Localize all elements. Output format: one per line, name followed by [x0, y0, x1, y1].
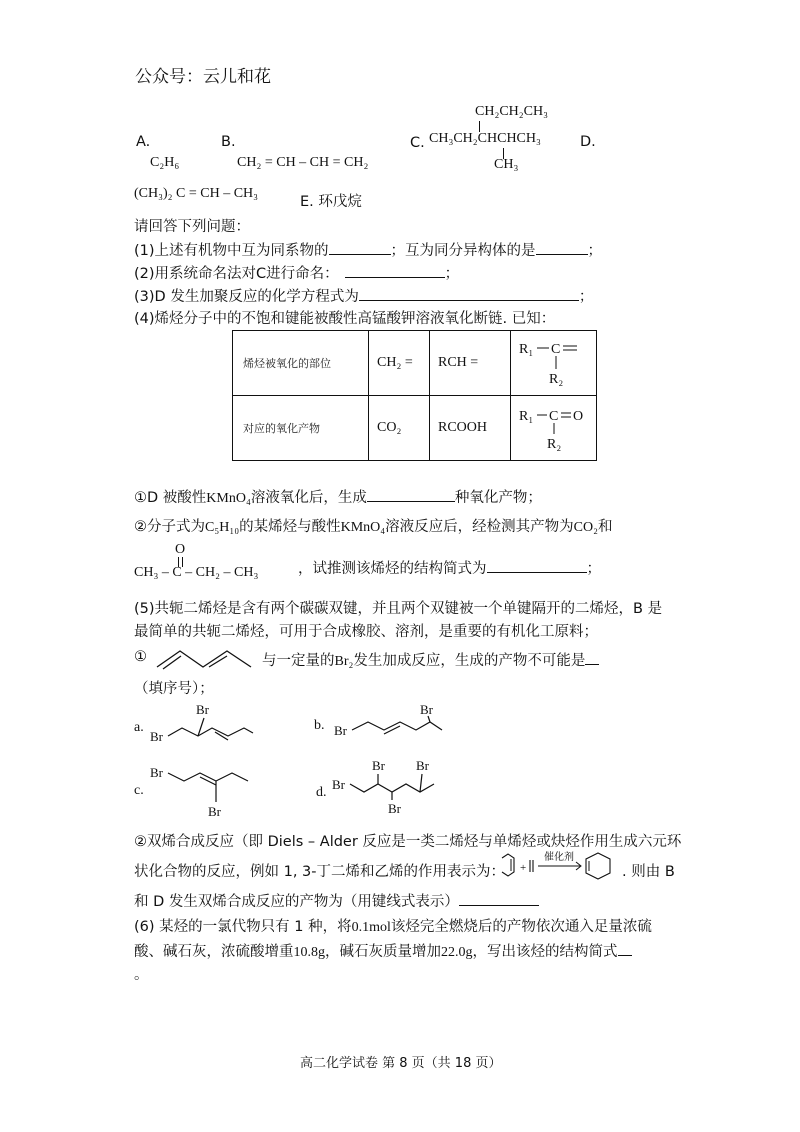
table-ketone-site — [511, 331, 597, 396]
question-5-2-then: . 则由 B — [622, 864, 675, 880]
question-6-line-1 — [134, 915, 652, 936]
q5-1-text-d: 发生加成反应，生成的产物不可能是 — [353, 653, 586, 669]
q6-text-c: 该烃完全燃烧后的产物依次通入足量浓硫 — [390, 919, 652, 935]
table-row2-label: 对应的氧化产物 — [233, 396, 369, 461]
r1-label: R₁ — [519, 342, 534, 357]
question-5-2-line-3 — [134, 890, 539, 911]
question-3 — [134, 285, 593, 306]
question-5-1 — [134, 649, 147, 665]
option-e-label: E. 环戊烷 — [300, 194, 362, 210]
option-c-top-chain: CH₂CH₂CH₃ — [475, 104, 548, 119]
question-1 — [134, 239, 602, 260]
choice-b-label: b. — [314, 718, 325, 733]
question-5-2-line-2: 状化合物的反应，例如 1, 3-丁二烯和乙烯的作用表示为： — [134, 864, 506, 880]
ketone-main-chain: CH₃ – C – CH₂ – CH₃ — [134, 565, 259, 580]
option-c-methyl: CH₃ — [494, 157, 519, 172]
plus-sign: + — [520, 862, 527, 874]
table-ch2: CH₂ = — [369, 331, 430, 396]
question-4: (4)烯烃分子中的不饱和键能被酸性高锰酸钾溶液氧化断链. 已知： — [134, 311, 556, 327]
table-row1-label: 烯烃被氧化的部位 — [233, 331, 369, 396]
q4-2-text-g: 和 — [598, 519, 613, 535]
choice-b-structure — [332, 700, 447, 745]
choice-c-label: c. — [134, 783, 144, 798]
question-4-2-continued — [298, 557, 601, 578]
br-label: Br — [420, 702, 433, 717]
choice-a-label: a. — [134, 720, 144, 735]
choice-a-structure — [148, 700, 258, 745]
question-6-end: 。 — [134, 967, 149, 983]
question-5-line-1: (5)共轭二烯烃是含有两个碳碳双键，并且两个双键被一个单键隔开的二烯烃，B 是 — [134, 601, 663, 617]
ketone-o-atom: O — [175, 542, 186, 557]
question-4-2 — [134, 515, 613, 536]
catalyst-label: 催化剂 — [544, 852, 574, 863]
q4-1-text-a: ①D 被酸性 — [134, 490, 207, 506]
diels-alder-diagram — [498, 850, 633, 882]
page-footer: 高二化学试卷 第 8 页（共 18 页） — [300, 1056, 502, 1071]
option-a-formula: C₂H₆ — [150, 155, 180, 170]
q3-text-a: (3)D 发生加聚反应的化学方程式为 — [134, 289, 359, 305]
c-label: C — [551, 342, 561, 357]
choice-d-structure — [330, 756, 450, 816]
br-label: Br — [208, 804, 221, 819]
question-6-line-2 — [134, 940, 632, 961]
q6-text-d: 酸、碱石灰，浓硫酸增重 — [134, 944, 294, 960]
br-label: Br — [150, 765, 163, 780]
br-label: Br — [372, 758, 385, 773]
table-rcooh: RCOOH — [430, 396, 511, 461]
q5-1-marker: ① — [134, 649, 147, 665]
q4-2-text-i: ； — [586, 561, 601, 577]
q2-text-a: (2)用系统命名法对C进行命名： — [134, 266, 339, 282]
watermark: 公众号：云儿和花 — [135, 67, 271, 87]
q5-1-text-b: 与一定量的 — [262, 653, 335, 669]
o-label: O — [573, 409, 584, 424]
kmno4: KMnO₄ — [206, 491, 251, 506]
q1-text-c: ； — [587, 243, 603, 259]
r1-label: R₁ — [519, 409, 534, 424]
intro-text: 请回答下列问题： — [134, 219, 250, 235]
br-label: Br — [388, 801, 401, 816]
q4-1-blank[interactable] — [367, 487, 455, 502]
co2: CO₂ — [573, 520, 598, 535]
kmno4: KMnO₄ — [340, 520, 386, 535]
br-label: Br — [150, 729, 163, 744]
q6-text-a: (6) 某烃的一氯代物只有 1 种，将 — [134, 919, 352, 935]
q4-1-text-c: 溶液氧化后，生成 — [250, 490, 367, 506]
br-label: Br — [416, 758, 429, 773]
q4-2-text-a: ②分子式为 — [134, 519, 205, 535]
q6-lime-gain: 22.0g — [441, 945, 473, 960]
q2-blank[interactable] — [345, 263, 445, 278]
option-b-label: B. — [221, 134, 236, 150]
question-4-1 — [134, 486, 542, 507]
q1-blank-2[interactable] — [536, 240, 588, 255]
q1-text-a: (1)上述有机物中互为同系物的 — [134, 243, 329, 259]
q4-1-text-d: 种氧化产物； — [454, 490, 542, 506]
q5-2-text-d: 和 D 发生双烯合成反应的产物为（用键线式表示） — [134, 894, 459, 910]
r2-label: R₂ — [547, 437, 562, 452]
c5h10: C₅H₁₀ — [205, 520, 240, 535]
table-rch: RCH = — [430, 331, 511, 396]
question-2 — [134, 262, 459, 283]
option-c-label: C. — [410, 135, 425, 151]
q2-text-b: ； — [444, 266, 460, 282]
q3-blank[interactable] — [359, 286, 579, 301]
q4-2-blank[interactable] — [487, 558, 587, 573]
question-5-2-line-1: ②双烯合成反应（即 Diels – Alder 反应是一类二烯烃与单烯烃或炔烃作用生成六元环 — [134, 834, 682, 850]
q6-text-f: ，碱石灰质量增加 — [325, 944, 441, 960]
option-a-label: A. — [136, 134, 151, 150]
q6-moles: 0.1mol — [351, 920, 391, 935]
option-b-formula: CH₂ = CH – CH = CH₂ — [237, 155, 369, 170]
option-c-main-chain: CH₃CH₂CHCHCH₃ — [429, 131, 541, 146]
q6-text-h: ，写出该烃的结构简式 — [472, 944, 618, 960]
br-label: Br — [334, 723, 347, 738]
question-5-1-text — [262, 649, 599, 670]
table-ketone-product — [511, 396, 597, 461]
table-co2: CO₂ — [369, 396, 430, 461]
q5-1-blank[interactable] — [585, 650, 599, 665]
br-label: Br — [196, 702, 209, 717]
q6-h2so4-gain: 10.8g — [293, 945, 325, 960]
triene-skeletal-structure — [155, 643, 260, 673]
option-d-label: D. — [580, 134, 596, 150]
ketone-structure — [511, 396, 596, 456]
br2: Br₂ — [334, 654, 354, 669]
option-d-formula: (CH₃)₂ C = CH – CH₃ — [134, 186, 259, 201]
alkene-site-structure — [511, 331, 596, 391]
question-5-line-2: 最简单的共轭二烯烃，可用于合成橡胶、溶剂，是重要的有机化工原料； — [134, 624, 598, 640]
q4-2-text-h: ，试推测该烯烃的结构简式为 — [298, 561, 487, 577]
oxidation-table — [232, 330, 597, 461]
r2-label: R₂ — [549, 372, 564, 387]
choice-d-label: d. — [316, 785, 327, 800]
question-5-1-fill: （填序号）； — [134, 681, 214, 697]
q4-2-text-e: 溶液反应后，经检测其产物为 — [385, 519, 574, 535]
q1-blank-1[interactable] — [329, 240, 391, 255]
choice-c-structure — [148, 760, 268, 820]
c-label: C — [549, 409, 559, 424]
q5-2-blank[interactable] — [459, 891, 539, 906]
br-label: Br — [332, 777, 345, 792]
q1-text-b: ；互为同分异构体的是 — [390, 243, 536, 259]
q3-text-b: ； — [578, 289, 594, 305]
q6-blank[interactable] — [618, 941, 632, 956]
q4-2-text-c: 的某烯烃与酸性 — [239, 519, 341, 535]
